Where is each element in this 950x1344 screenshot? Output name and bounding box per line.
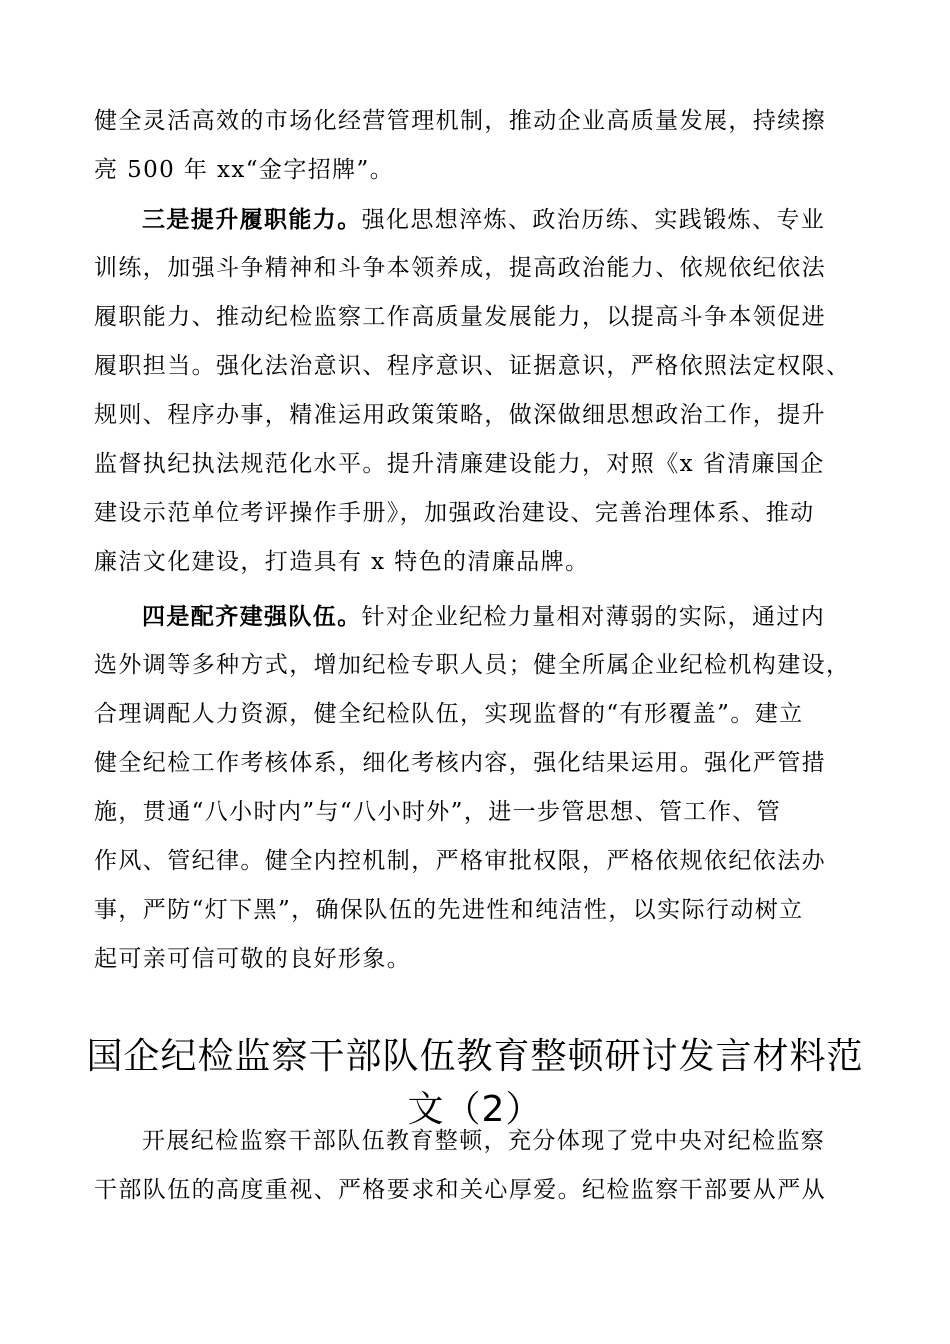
text-line: 施，贯通“八小时内”与“八小时外”，进一步管思想、管工作、管	[94, 799, 782, 825]
paragraph-lead-text: 强化思想淬炼、政治历练、实践锻炼、专业	[361, 207, 826, 233]
paragraph-strengthen-team	[94, 592, 864, 984]
text-line: 事，严防“灯下黑”，确保队伍的先进性和纯洁性，以实际行动树立	[94, 897, 804, 923]
text-line: 亮 500 年 xx“金字招牌”。	[94, 157, 395, 183]
text-line: 履职担当。强化法治意识、程序意识、证据意识，严格依照法定权限、	[94, 353, 851, 379]
paragraph-improve-capability	[94, 195, 864, 587]
text-line: 履职能力、推动纪检监察工作高质量发展能力，以提高斗争本领促进	[94, 304, 826, 330]
text-line: 干部队伍的高度重视、严格要求和关心厚爱。纪检监察干部要从严从	[94, 1177, 826, 1203]
paragraph-lead-heading: 四是配齐建强队伍。	[142, 603, 362, 630]
paragraph-lead-heading: 三是提升履职能力。	[142, 206, 362, 233]
paragraph-continuation	[94, 97, 864, 195]
paragraph-lead-text: 针对企业纪检力量相对薄弱的实际，通过内	[361, 604, 826, 630]
text-line: 监督执纪执法规范化水平。提升清廉建设能力，对照《x 省清廉国企	[94, 451, 825, 477]
text-line: 起可亲可信可敬的良好形象。	[94, 946, 412, 972]
text-line: 合理调配人力资源，健全纪检队伍，实现监督的“有形覆盖”。建立	[94, 701, 804, 727]
text-line: 廉洁文化建设，打造具有 x 特色的清廉品牌。	[94, 549, 590, 575]
paragraph-opening	[94, 1117, 864, 1215]
text-line: 训练，加强斗争精神和斗争本领养成，提高政治能力、依规依纪依法	[94, 255, 826, 281]
text-line: 选外调等多种方式，增加纪检专职人员；健全所属企业纪检机构建设，	[94, 652, 851, 678]
title-line: 文（2）	[407, 1089, 543, 1130]
text-line: 规则、程序办事，精准运用政策策略，做深做细思想政治工作，提升	[94, 402, 826, 428]
text-line-first	[94, 195, 864, 244]
text-line-first	[94, 592, 864, 641]
text-line: 健全灵活高效的市场化经营管理机制，推动企业高质量发展，持续擦	[94, 108, 826, 134]
text-line: 建设示范单位考评操作手册》，加强政治建设、完善治理体系、推动	[94, 500, 815, 526]
text-line-first: 开展纪检监察干部队伍教育整顿，充分体现了党中央对纪检监察	[142, 1128, 826, 1154]
text-line: 健全纪检工作考核体系，细化考核内容，强化结果运用。强化严管措	[94, 750, 826, 776]
title-line: 国企纪检监察干部队伍教育整顿研讨发言材料范	[86, 1036, 864, 1077]
text-line: 作风、管纪律。健全内控机制，严格审批权限，严格依规依纪依法办	[94, 848, 826, 874]
